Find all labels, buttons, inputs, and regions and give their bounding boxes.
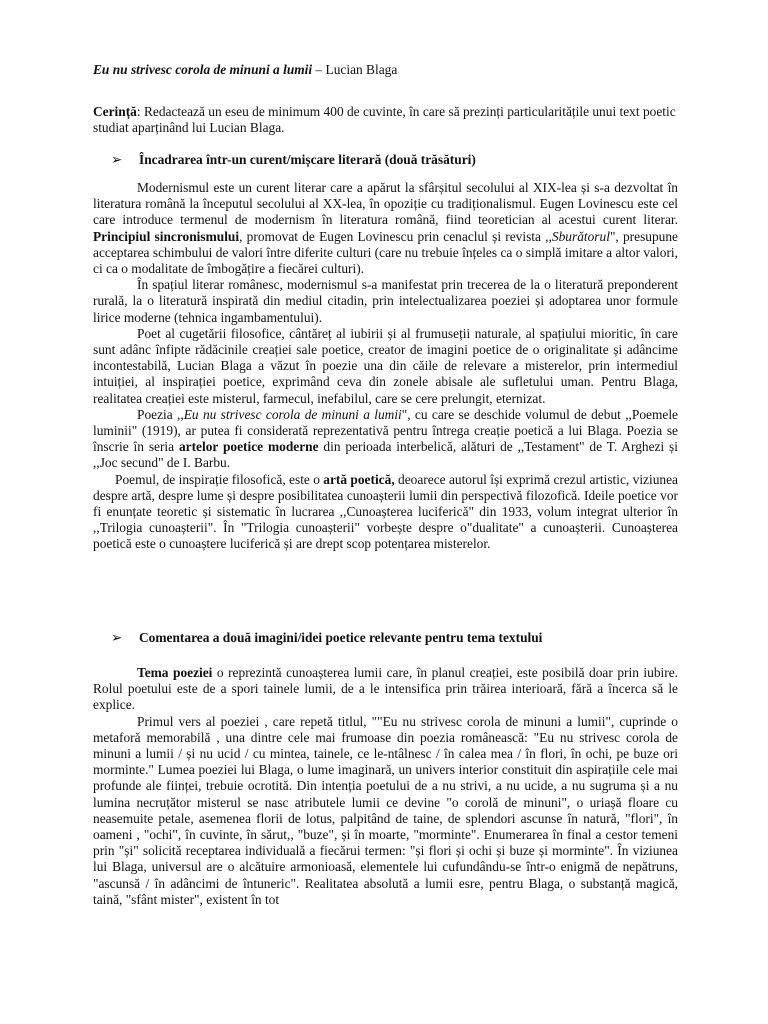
section-heading-2 xyxy=(111,630,542,646)
paragraph: Tema poeziei o reprezintă cunoașterea lumii care, în planul creației, este posibilă doar prin iubire. Rolul poetului este de a spori tainele lumii, de a le intensifica prin trăirea interioară, fără a încerca să le explice. xyxy=(93,665,678,713)
paragraph: În spațiul literar românesc, modernismul s-a manifestat prin trecerea de la o literatură preponderent rurală, la o literatură inspirată din mediul citadin, prin intelectualizarea poeziei și adoptarea unor formule lirice moderne (tehnica ingambamentului). xyxy=(93,277,678,325)
requirement-label: Cerință xyxy=(93,104,137,119)
requirement-paragraph xyxy=(93,104,678,136)
requirement-text: : Redactează un eseu de minimum 400 de cuvinte, în care să prezinți particularitățile unui text poetic studiat aparținând lui Lucian Blaga. xyxy=(93,104,676,136)
poem-title: Eu nu strivesc corola de minuni a lumii xyxy=(93,62,313,77)
paragraph: Poezia ,,Eu nu strivesc corola de minuni a lumii", cu care se deschide volumul de debut ,,Poemele luminii" (1919), ar putea fi considerată reprezentativă pentru întrega creație poetică a lui Blaga. Poezia se înscrie în seria artelor poetice moderne din perioada interbelică, alături de ,,Testament" de T. Arghezi și ,,Joc secund" de I. Barbu. xyxy=(93,406,679,471)
section-2-body xyxy=(93,665,678,908)
arrow-bullet-icon: ➢ xyxy=(111,630,123,645)
section-heading-1 xyxy=(111,152,476,168)
section-heading-2-text: Comentarea a două imagini/idei poetice relevante pentru tema textului xyxy=(139,630,543,645)
paragraph: Poet al cugetării filosofice, cântăreț al iubirii și al frumuseții naturale, al spațiului mioritic, în care sunt adânc înfipte rădăcinile creației sale poetice, creator de imagini poetice de o originalitate și adâncime incontestabilă, Lucian Blaga a văzut în poezie una din căile de relevare a misterelor, prin intermediul intuiției, al inspirației poetice, exprimând ceva din zonele abisale ale sufletului uman. Pentru Blaga, realitatea creației este misterul, farmecul, inefabilul, care se cere prelungit, eternizat. xyxy=(93,325,678,406)
paragraph: Primul vers al poeziei , care repetă titlul, ""Eu nu strivesc corola de minuni a lumii", cuprinde o metaforă memorabilă , una dintre cele mai frumoase din poezia românească: "Eu nu strivesc corola de minuni a lumii / și nu ucid / cu mintea, tainele, ce le-ntâlnesc / în calea mea / în flori, în ochi, pe buze ori morminte." Lumea poeziei lui Blaga, o lume imaginară, un univers interior constituit din aspirațiile cele mai profunde ale ființei, trebuie ocrotită. Din intenția poetului de a nu strivi, a nu ucide, a nu sugruma și a nu lumina necruțător misterul se nasc atributele lumii ce devine "o corolă de minuni", o uriașă floare cu neasemuite petale, asemenea florii de lotus, palpitând de taine, de splendori ascunse în natură, "flori", în oameni , "ochi", în cuvinte, în sărut,, "buze", și în moarte, "morminte". Enumerarea în final a cestor temeni prin "și" solicită receptarea individuală a fiecărui termen: "și flori și ochi și buze și morminte". În viziunea lui Blaga, universul are o alcătuire armonioasă, elementele lui cufundându-se într-o enigmă de nepătruns, "ascunsă / în adâncimi de întuneric". Realitatea absolută a lumii esre, pentru Blaga, o substanță magică, taină, "sfânt mister", existent în tot xyxy=(93,713,678,907)
paragraph: Poemul, de inspirație filosofică, este o artă poetică, deoarece autorul își exprimă crezul artistic, viziunea despre artă, despre lume și despre posibilitatea cunoașterii lumii din perspectivă filozofică. Ideile poetice vor fi enunțate teoretic și sistematic în lucrarea ,,Cunoașterea luciferică" din 1933, volum integrat ulterior în ,,Trilogia cunoașterii". În "Trilogia cunoașterii" vorbește despre o"dualitate" a cunoașterii. Cunoașterea poetică este o cunoaștere luciferică și are drept scop potențarea misterelor. xyxy=(93,471,678,552)
section-1-body xyxy=(93,180,678,553)
arrow-bullet-icon: ➢ xyxy=(111,152,123,167)
document-title xyxy=(93,62,397,78)
author-name: – Lucian Blaga xyxy=(312,62,398,77)
paragraph: Modernismul este un curent literar care a apărut la sfârșitul secolului al XIX-lea și s-a dezvoltat în literatura română la începutul secolului al XX-lea, în opoziție cu tradiționalismul. Eugen Lovinescu este cel care introduce termenul de modernism în literatura română, fiind teoretician al acestui curent literar. Principiul sincronismului, promovat de Eugen Lovinescu prin cenaclul și revista ,,Sburătorul", presupune acceptarea schimbului de valori între diferite culturi (care nu trebuie înțeles ca o simplă imitare a altor valori, ci ca o modalitate de îmbogățire a fiecărei culturi). xyxy=(93,180,679,277)
section-heading-1-text: Încadrarea într-un curent/mișcare literară (două trăsături) xyxy=(139,152,476,167)
